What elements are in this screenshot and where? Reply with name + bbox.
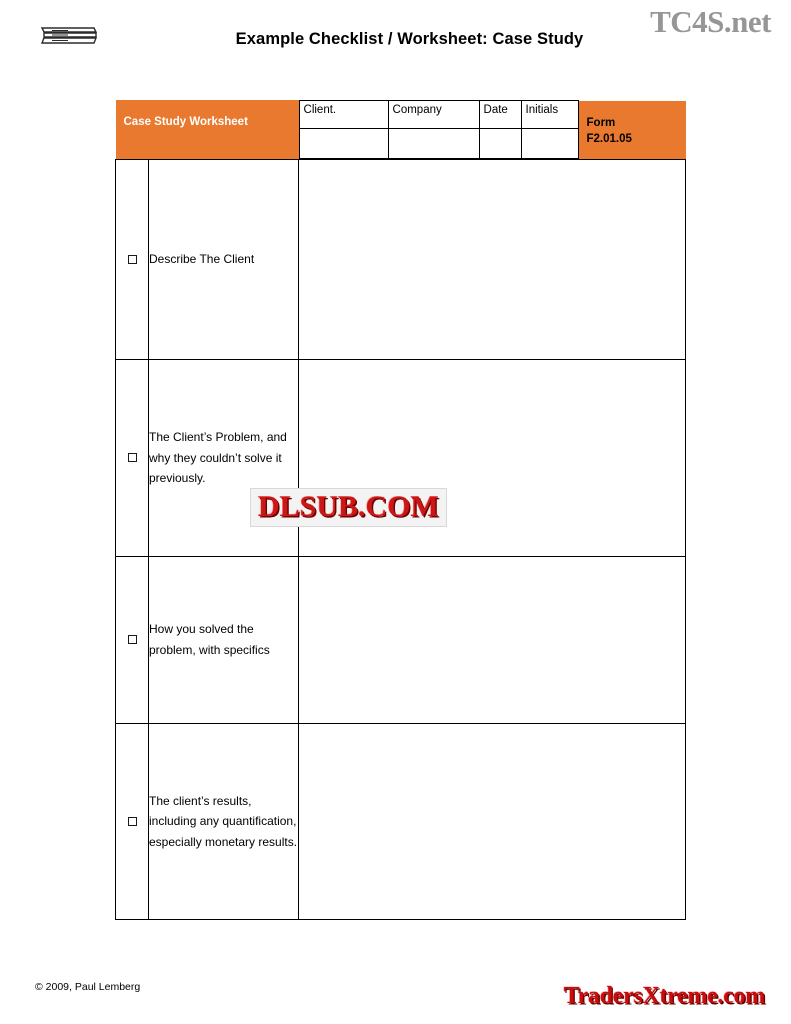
form-label: Form — [586, 116, 616, 129]
row-label-3: How you solved the problem, with specifics — [149, 557, 299, 724]
meta-value-company[interactable] — [388, 129, 479, 159]
row-answer-2[interactable] — [299, 360, 686, 557]
case-study-worksheet — [115, 100, 686, 920]
checkbox-icon[interactable] — [128, 453, 137, 462]
row-answer-3[interactable] — [299, 557, 686, 724]
banner-title: Case Study Worksheet — [123, 116, 248, 128]
meta-table — [299, 100, 687, 159]
meta-header-row — [299, 101, 686, 129]
meta-value-date[interactable] — [479, 129, 521, 159]
page-header — [0, 0, 791, 78]
banner-title-cell — [116, 100, 299, 160]
meta-header-company: Company — [388, 101, 479, 129]
row-checkbox-cell-1[interactable] — [116, 160, 149, 360]
meta-value-client[interactable] — [299, 129, 388, 159]
page-title: Example Checklist / Worksheet: Case Study — [235, 30, 584, 48]
watermark-tradersxtreme: TradersXtreme.com — [563, 983, 765, 1009]
row-answer-1[interactable] — [299, 160, 686, 360]
copyright-notice: © 2009, Paul Lemberg — [35, 981, 141, 993]
row-answer-4[interactable] — [299, 724, 686, 920]
form-number: F2.01.05 — [586, 133, 632, 146]
watermark-tc4s: TC4S.net — [650, 4, 771, 39]
row-checkbox-cell-3[interactable] — [116, 557, 149, 724]
worksheet-banner-row — [116, 100, 686, 160]
row-label-2: The Client’s Problem, and why they couldn’t solve it previously. — [149, 360, 299, 557]
watermark-dlsub: DLSUB.COM — [250, 488, 447, 527]
table-row — [116, 360, 686, 557]
row-checkbox-cell-4[interactable] — [116, 724, 149, 920]
meta-header-initials: Initials — [521, 101, 578, 129]
table-row — [116, 557, 686, 724]
meta-header-client: Client. — [299, 101, 388, 129]
checkbox-icon[interactable] — [128, 255, 137, 264]
meta-header-date: Date — [479, 101, 521, 129]
table-row — [116, 160, 686, 360]
table-row — [116, 724, 686, 920]
checkbox-icon[interactable] — [128, 635, 137, 644]
banner-meta-cell — [299, 100, 686, 160]
meta-value-initials[interactable] — [521, 129, 578, 159]
row-checkbox-cell-2[interactable] — [116, 360, 149, 557]
checkbox-icon[interactable] — [128, 817, 137, 826]
row-label-1: Describe The Client — [149, 160, 299, 360]
row-label-4: The client’s results, including any quantification, especially monetary results. — [149, 724, 299, 920]
